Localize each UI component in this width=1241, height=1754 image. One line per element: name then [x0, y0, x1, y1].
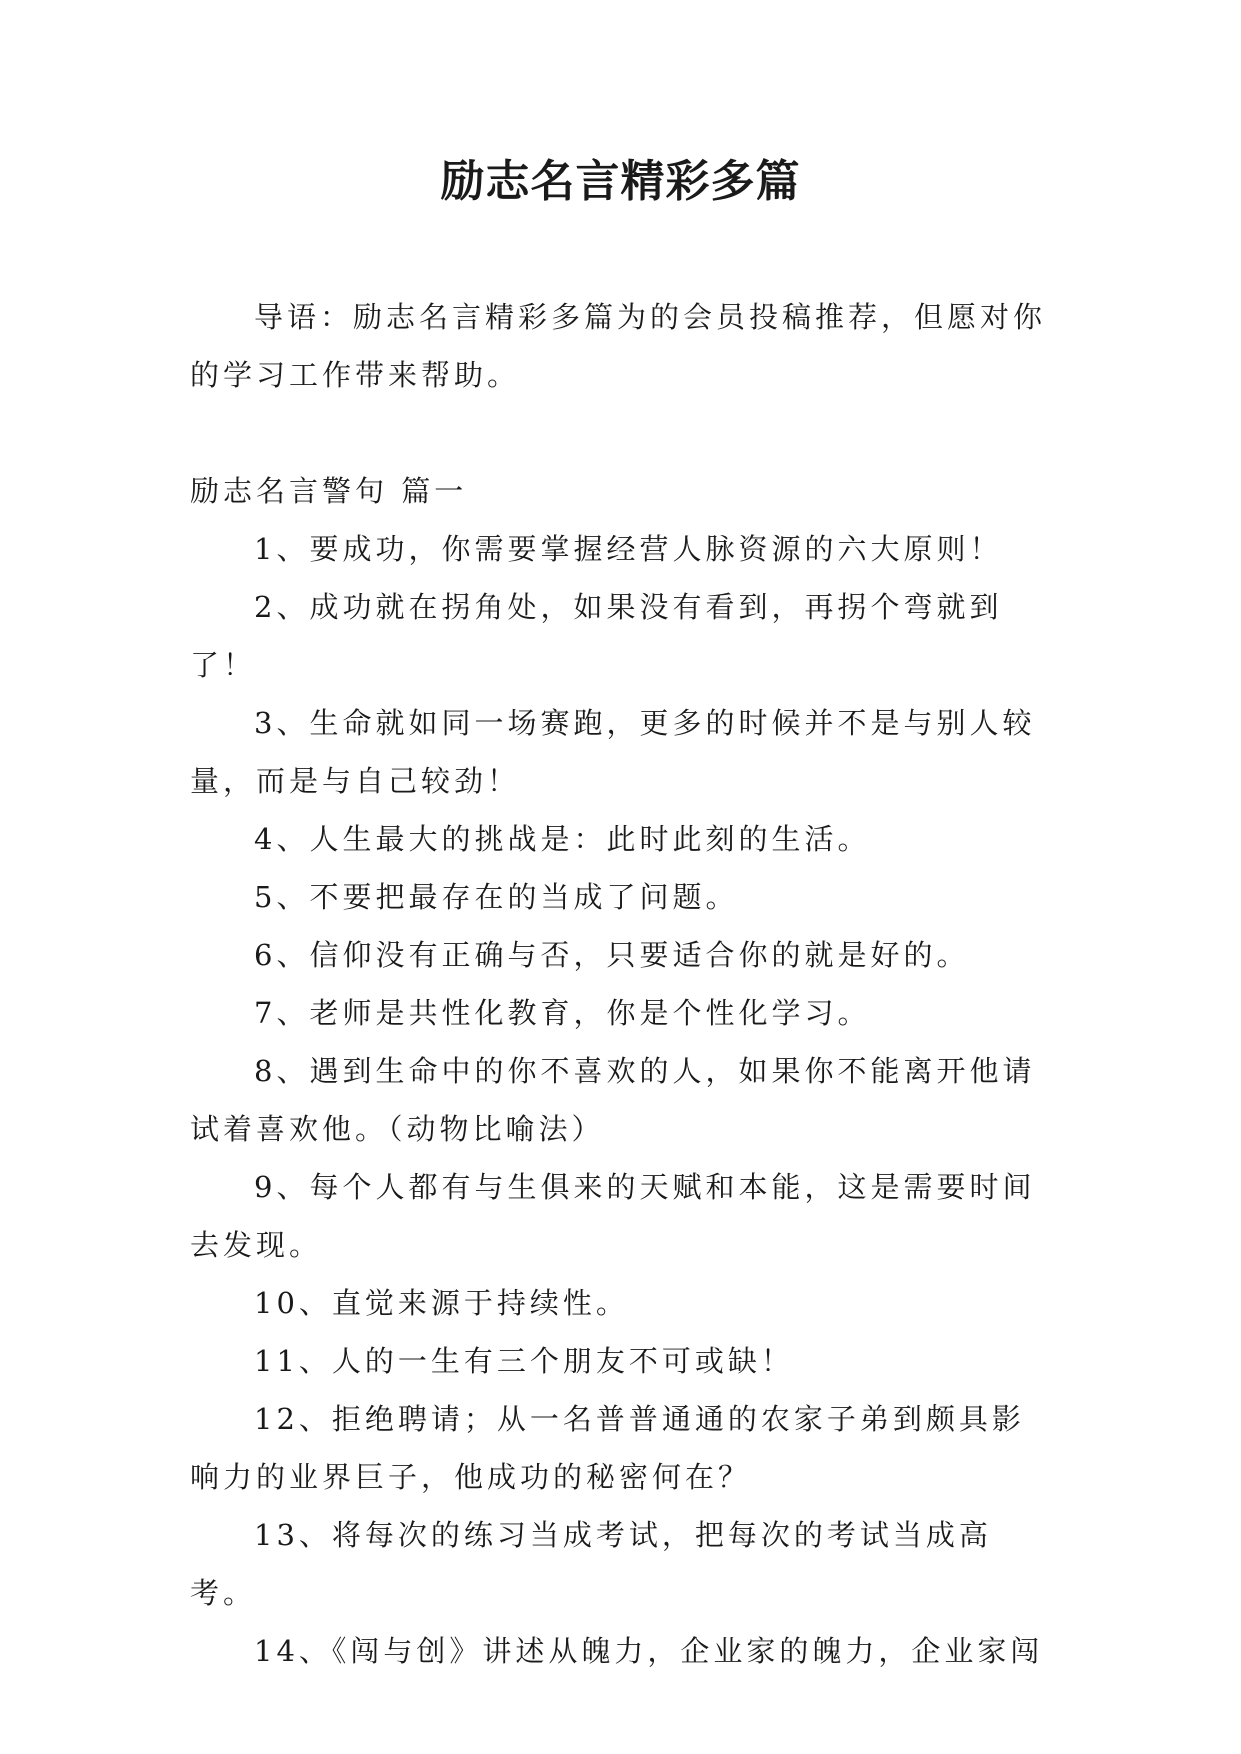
- quote-item: 1、要成功，你需要掌握经营人脉资源的六大原则！: [254, 532, 1003, 566]
- quote-item: 4、人生最大的挑战是：此时此刻的生活。: [254, 822, 871, 856]
- quote-item: 2、成功就在拐角处，如果没有看到，再拐个弯就到了！: [190, 590, 1003, 682]
- quote-list: [190, 520, 1052, 1680]
- quote-item: 14、《闯与创》讲述从魄力，企业家的魄力，企业家闯: [254, 1634, 1044, 1668]
- quote-item: 11、人的一生有三个朋友不可或缺！: [254, 1344, 794, 1378]
- quote-item: 7、老师是共性化教育，你是个性化学习。: [254, 996, 871, 1030]
- section-heading: 励志名言警句 篇一: [190, 474, 468, 508]
- intro-paragraph: 导语：励志名言精彩多篇为的会员投稿推荐，但愿对你的学习工作带来帮助。: [190, 300, 1047, 392]
- quote-item: 12、拒绝聘请；从一名普普通通的农家子弟到颇具影响力的业界巨子，他成功的秘密何在？: [190, 1402, 1025, 1494]
- quote-item: 13、将每次的练习当成考试，把每次的考试当成高考。: [190, 1518, 992, 1610]
- quote-item: 10、直觉来源于持续性。: [254, 1286, 629, 1320]
- page-title: 励志名言精彩多篇: [440, 156, 801, 207]
- quote-item: 3、生命就如同一场赛跑，更多的时候并不是与别人较量，而是与自己较劲！: [190, 706, 1036, 798]
- quote-item: 6、信仰没有正确与否，只要适合你的就是好的。: [254, 938, 970, 972]
- quote-item: 9、每个人都有与生俱来的天赋和本能，这是需要时间去发现。: [190, 1170, 1036, 1262]
- quote-item: 8、遇到生命中的你不喜欢的人，如果你不能离开他请试着喜欢他。（动物比喻法）: [190, 1054, 1036, 1146]
- quote-item: 5、不要把最存在的当成了问题。: [254, 880, 739, 914]
